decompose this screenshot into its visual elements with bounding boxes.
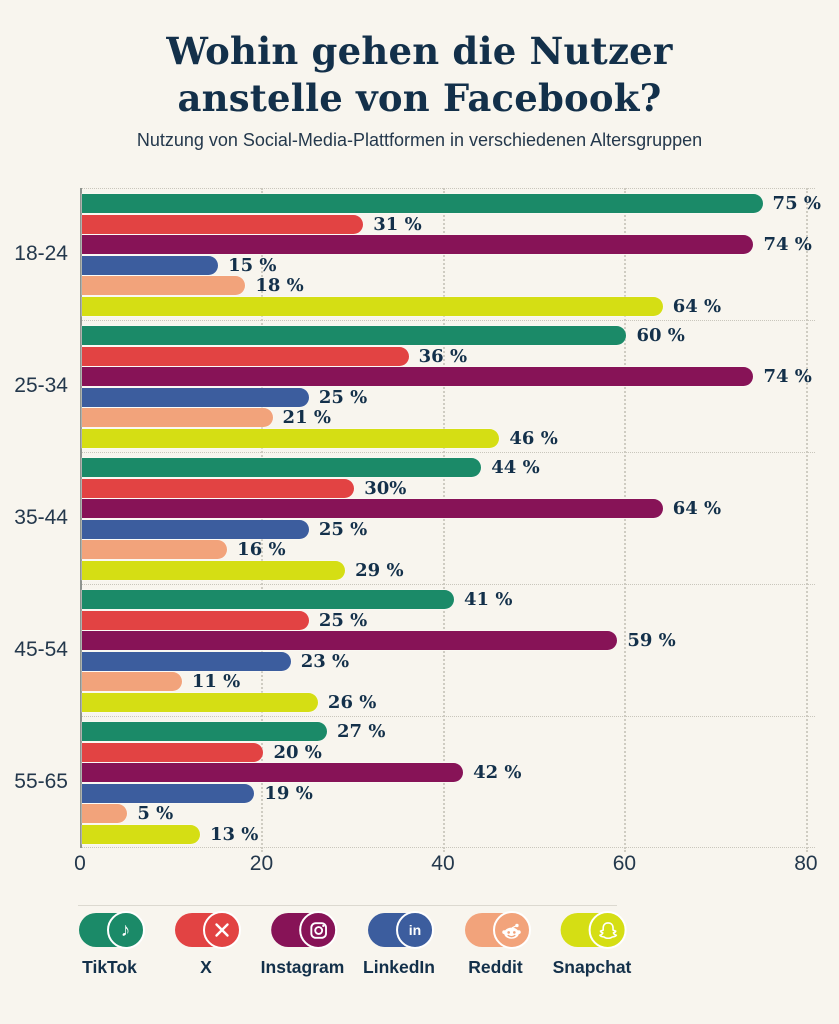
bar-value-label: 23 % <box>300 650 350 672</box>
legend-divider <box>78 905 617 906</box>
bar-row-reddit-35-44 <box>82 540 815 559</box>
legend-label-instagram: Instagram <box>260 957 345 977</box>
x-tick-0: 0 <box>74 852 86 875</box>
x-tick-80: 80 <box>794 852 818 875</box>
tiktok-bar <box>82 194 763 213</box>
bar-row-snapchat-45-54 <box>82 693 815 712</box>
bar-row-x-25-34 <box>82 347 815 366</box>
age-group-label-55-65: 55-65 <box>14 770 68 793</box>
bar-row-instagram-18-24 <box>82 235 815 254</box>
legend-item-x <box>175 913 237 978</box>
chart-subtitle: Nutzung von Social-Media-Plattformen in verschiedenen Altersgruppen <box>136 130 703 150</box>
tiktok-bar <box>82 722 327 741</box>
age-group-25-34 <box>82 320 815 452</box>
legend-label-tiktok: TikTok <box>82 957 137 977</box>
age-group-label-45-54: 45-54 <box>14 638 68 661</box>
bar-value-label: 11 % <box>191 671 241 692</box>
bar-row-instagram-55-65 <box>82 763 815 782</box>
bar-value-label: 25 % <box>318 609 368 631</box>
bar-row-tiktok-45-54 <box>82 590 815 609</box>
instagram-bar <box>82 631 617 650</box>
bar-row-instagram-35-44 <box>82 499 815 518</box>
linkedin-bar <box>82 520 309 539</box>
bar-value-label: 74 % <box>763 366 812 387</box>
bar-row-reddit-45-54 <box>82 672 815 691</box>
bar-value-label: 21 % <box>282 407 331 428</box>
tiktok-swatch <box>79 913 141 947</box>
bar-value-label: 13 % <box>209 823 259 845</box>
chart-title-line2: anstelle von Facebook? <box>177 76 662 120</box>
bar-value-label: 5 % <box>137 803 174 824</box>
legend-label-linkedin: LinkedIn <box>363 957 435 977</box>
bar-value-label: 30% <box>364 477 407 499</box>
age-group-label-35-44: 35-44 <box>14 506 68 529</box>
instagram-bar <box>82 763 463 782</box>
bar-value-label: 75 % <box>772 193 821 214</box>
bar-row-x-45-54 <box>82 611 815 630</box>
bar-row-reddit-18-24 <box>82 276 815 295</box>
snapchat-bar <box>82 825 200 844</box>
linkedin-bar <box>82 652 291 671</box>
bar-row-snapchat-35-44 <box>82 561 815 580</box>
bar-value-label: 25 % <box>318 386 368 408</box>
bar-value-label: 46 % <box>509 427 558 449</box>
reddit-bar <box>82 804 127 823</box>
bar-row-x-18-24 <box>82 215 815 234</box>
reddit-icon <box>493 911 531 949</box>
chart-title <box>0 28 839 122</box>
instagram-bar <box>82 499 663 518</box>
bar-value-label: 41 % <box>464 589 513 610</box>
age-group-55-65 <box>82 716 815 848</box>
bar-value-label: 59 % <box>627 630 676 651</box>
x-bar <box>82 215 363 234</box>
tiktok-icon: ♪ <box>107 911 145 949</box>
x-tick-40: 40 <box>431 852 455 875</box>
linkedin-bar <box>82 256 218 275</box>
bar-row-linkedin-25-34 <box>82 388 815 407</box>
reddit-bar <box>82 672 182 691</box>
x-swatch <box>175 913 237 947</box>
bar-row-x-55-65 <box>82 743 815 762</box>
legend-label-reddit: Reddit <box>468 957 523 977</box>
bar-row-snapchat-55-65 <box>82 825 815 844</box>
bar-value-label: 64 % <box>672 498 722 519</box>
snapchat-bar <box>82 561 345 580</box>
plot-area <box>80 188 821 848</box>
bar-row-instagram-45-54 <box>82 631 815 650</box>
bar-row-snapchat-25-34 <box>82 429 815 448</box>
bar-value-label: 19 % <box>264 782 313 804</box>
linkedin-bar <box>82 388 309 407</box>
bar-value-label: 16 % <box>237 539 286 560</box>
bar-row-instagram-25-34 <box>82 367 815 386</box>
age-group-label-18-24: 18-24 <box>14 242 68 265</box>
bar-row-linkedin-18-24 <box>82 256 815 275</box>
bar-row-x-35-44 <box>82 479 815 498</box>
x-icon <box>203 911 241 949</box>
tiktok-bar <box>82 326 626 345</box>
snapchat-bar <box>82 297 663 316</box>
legend-item-linkedin <box>363 913 435 978</box>
bar-row-tiktok-55-65 <box>82 722 815 741</box>
age-group-35-44 <box>82 452 815 584</box>
reddit-bar <box>82 540 227 559</box>
bar-value-label: 74 % <box>763 234 812 255</box>
x-bar <box>82 743 263 762</box>
instagram-swatch <box>271 913 333 947</box>
x-bar <box>82 347 409 366</box>
snapchat-swatch <box>561 913 623 947</box>
x-tick-20: 20 <box>249 852 274 875</box>
bar-value-label: 27 % <box>337 721 386 742</box>
age-group-18-24 <box>82 188 821 320</box>
bar-row-reddit-25-34 <box>82 408 815 427</box>
instagram-bar <box>82 235 753 254</box>
instagram-icon <box>299 911 337 949</box>
bar-value-label: 42 % <box>473 762 522 783</box>
legend-item-tiktok <box>79 913 141 978</box>
legend-item-instagram <box>261 913 345 978</box>
bar-row-tiktok-35-44 <box>82 458 815 477</box>
x-bar <box>82 479 354 498</box>
legend-item-reddit <box>465 913 527 978</box>
bar-row-linkedin-45-54 <box>82 652 815 671</box>
legend-item-snapchat <box>553 913 632 978</box>
chart-title-line1: Wohin gehen die Nutzer <box>166 29 673 73</box>
snapchat-icon <box>589 911 627 949</box>
bar-value-label: 18 % <box>255 275 304 296</box>
bar-value-label: 60 % <box>636 325 685 346</box>
bar-value-label: 64 % <box>672 295 722 317</box>
bar-value-label: 20 % <box>273 741 322 763</box>
snapchat-bar <box>82 693 318 712</box>
bar-value-label: 15 % <box>228 254 277 276</box>
bar-row-linkedin-35-44 <box>82 520 815 539</box>
bar-value-label: 26 % <box>327 691 377 713</box>
tiktok-bar <box>82 458 481 477</box>
x-bar <box>82 611 309 630</box>
reddit-bar <box>82 408 273 427</box>
age-group-45-54 <box>82 584 815 716</box>
reddit-swatch <box>465 913 527 947</box>
reddit-bar <box>82 276 245 295</box>
snapchat-bar <box>82 429 499 448</box>
linkedin-swatch <box>368 913 430 947</box>
bar-row-linkedin-55-65 <box>82 784 815 803</box>
bar-value-label: 36 % <box>418 345 468 367</box>
bar-value-label: 44 % <box>491 457 540 478</box>
linkedin-bar <box>82 784 254 803</box>
legend-label-snapchat: Snapchat <box>552 957 632 977</box>
bar-value-label: 31 % <box>373 213 422 235</box>
tiktok-bar <box>82 590 454 609</box>
bar-row-tiktok-25-34 <box>82 326 815 345</box>
bar-value-label: 29 % <box>355 559 404 581</box>
bar-row-tiktok-18-24 <box>82 193 821 214</box>
x-tick-60: 60 <box>612 852 637 875</box>
bar-row-snapchat-18-24 <box>82 297 815 316</box>
instagram-bar <box>82 367 753 386</box>
bar-row-reddit-55-65 <box>82 804 815 823</box>
bar-value-label: 25 % <box>318 518 368 540</box>
legend-label-x: X <box>200 957 212 977</box>
linkedin-icon: in <box>396 911 434 949</box>
age-group-label-25-34: 25-34 <box>14 374 68 397</box>
